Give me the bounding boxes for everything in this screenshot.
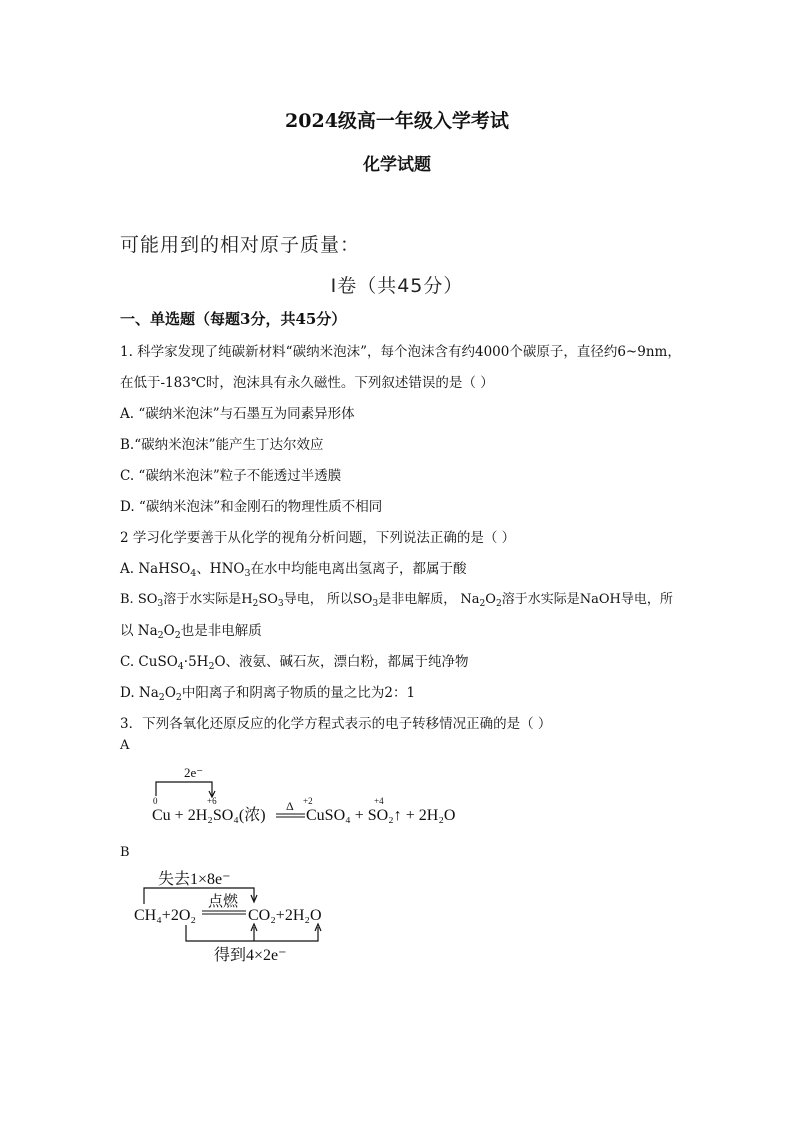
q2-c-text: C. CuSO [120,654,178,670]
q2-a-text: 在水中均能电离出氢离子，都属于酸 [250,561,467,577]
q2-c-text: O、液氨、碱石灰，漂白粉，都属于纯净物 [214,654,469,670]
eq-b-lose: 失去1×8e⁻ [158,871,231,888]
q2-b-sub: 3 [157,599,164,609]
eq-b-cond: 点燃 [208,894,239,910]
volume-label: Ⅰ卷（共45分） [330,275,464,297]
q2-b2-sub: 2 [174,630,181,641]
q2-d-sub: 2 [175,692,182,703]
q3-label-b: B [120,845,130,860]
q1-stem-line1: 1. 科学家发现了纯碳新材料“碳纳米泡沫”，每个泡沫含有约4000个碳原子，直径约6~9nm， [120,344,681,360]
q2-d-sub: 2 [158,692,165,703]
q1-option-d: D. “碳纳米泡沫”和金刚石的物理性质不相同 [120,499,383,515]
q2-d-text: O [164,685,176,701]
q2-d-text: 中阳离子和阴离子物质的量之比为2：1 [181,685,416,701]
eq-b-gain: 得到4×2e⁻ [214,947,287,964]
q2-b-text: 是非电解质， Na [378,592,480,607]
eq-a-lhs: Cu + 2H₂SO₄(浓) [152,807,266,824]
q2-a-sub: 3 [244,568,251,579]
exam-title: 2024级高一年级入学考试 [285,110,509,132]
q2-b-sub: 2 [252,599,259,609]
q2-b-sub: 2 [495,599,502,609]
q2-option-c [120,650,469,670]
q2-option-b-line1 [120,588,673,607]
eq-a-cond: Δ [286,799,294,813]
q2-c-text: ·5H [183,654,209,670]
q2-b-text: 溶于水实际是NaOH导电，所 [501,592,673,607]
eq-a-bracket [156,782,212,796]
q2-option-d [120,681,415,701]
q2-c-sub: 4 [177,661,184,672]
q2-b2-text: 也是非电解质 [180,623,262,639]
q1-option-b: B.“碳纳米泡沫”能产生丁达尔效应 [120,437,324,453]
equation-b [130,862,350,966]
q1-option-a: A. “碳纳米泡沫”与石墨互为同素异形体 [120,406,355,422]
subject-title: 化学试题 [363,155,431,175]
q2-b2-sub: 2 [157,630,164,641]
q2-d-text: D. Na [120,685,159,701]
q2-stem: 2 学习化学要善于从化学的视角分析问题，下列说法正确的是（ ） [120,530,516,546]
eq-b-rhs: CO₂+2H₂O [248,907,322,924]
q2-b2-text: O [163,623,175,639]
q2-option-b-line2 [120,619,262,639]
q2-option-a [120,557,466,577]
eq-b-lhs: CH₄+2O₂ [134,907,196,924]
q2-b-sub: 2 [479,599,486,609]
eq-a-ox-s2: +4 [374,796,384,806]
q2-b-sub: 3 [372,599,379,609]
q2-b-text: O [485,592,496,607]
q3-label-a: A [120,738,130,753]
eq-a-ox-s: +6 [207,796,217,806]
eq-a-ox-cu: 0 [153,796,158,806]
q2-a-sub: 4 [190,568,197,579]
section1-heading: 一、单选题（每题3分，共45分） [120,310,347,328]
eq-a-ox-cu2: +2 [303,796,313,806]
q3-stem: 3．下列各氧化还原反应的化学方程式表示的电子转移情况正确的是（ ） [120,716,552,732]
eq-a-transfer: 2e⁻ [184,765,204,780]
q2-c-sub: 2 [208,661,215,672]
q2-b2-text: 以 Na [120,623,158,639]
eq-a-rhs: CuSO₄ + SO₂↑ + 2H₂O [306,807,456,824]
q2-b-sub: 3 [277,599,284,609]
equation-a [140,760,460,830]
q2-b-text: B. SO [120,592,158,607]
q2-b-text: SO [258,592,278,607]
atomic-mass-label: 可能用到的相对原子质量： [120,234,361,256]
q2-a-text: 、HNO [196,561,245,577]
q1-option-c: C. “碳纳米泡沫”粒子不能透过半透膜 [120,468,342,484]
q2-b-text: 导电， 所以SO [283,592,373,607]
q2-b-text: 溶于水实际是H [163,592,253,607]
q2-a-text: A. NaHSO [120,561,191,577]
q1-stem-line2: 在低于-183℃时，泡沫具有永久磁性。下列叙述错误的是（ ） [120,375,494,391]
